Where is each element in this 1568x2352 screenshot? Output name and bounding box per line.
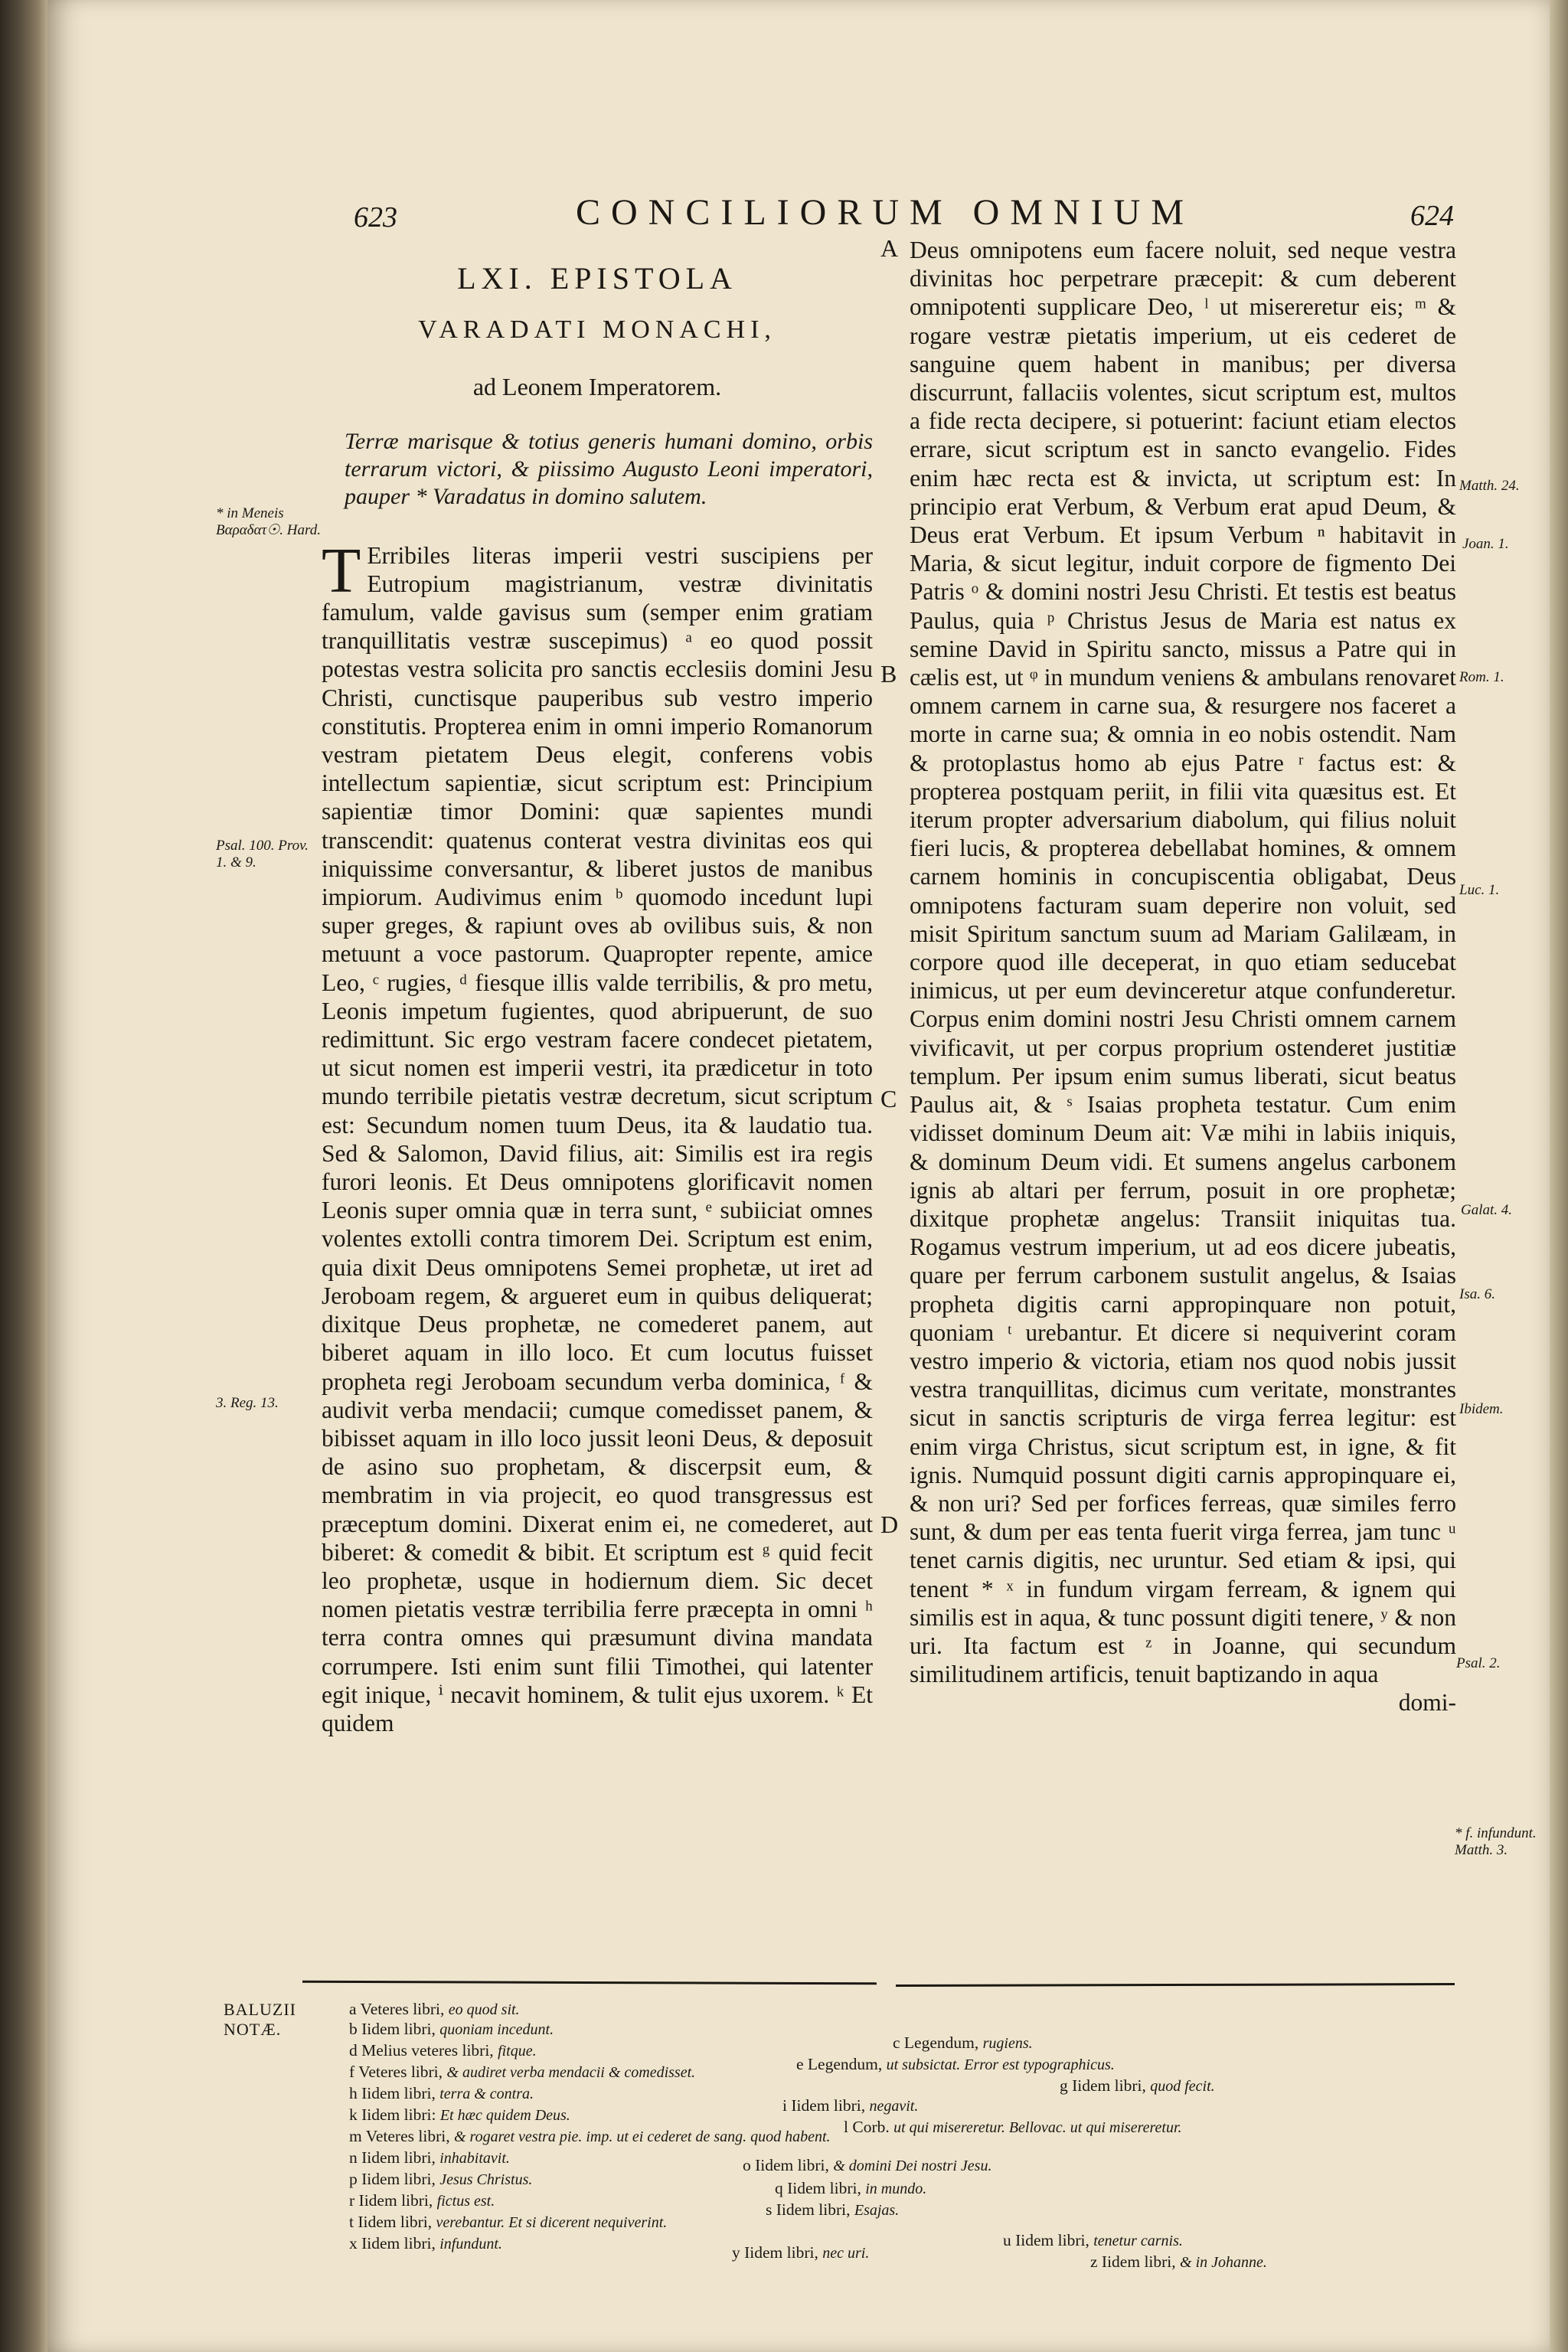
right-column bbox=[910, 236, 1456, 1717]
footnote-x: x Iidem libri, infundunt. bbox=[349, 2234, 502, 2252]
margin-note-meneis: * in Meneis Βαραδατ☉. Hard. bbox=[216, 505, 321, 538]
drop-cap: T bbox=[322, 534, 361, 606]
section-letter-c: C bbox=[880, 1085, 897, 1112]
margin-note-luc: Luc. 1. bbox=[1459, 882, 1500, 898]
footnote-i: i Iidem libri, negavit. bbox=[782, 2096, 919, 2115]
margin-note-matth: Matth. 24. bbox=[1459, 478, 1520, 494]
footnote-s: s Iidem libri, Esajas. bbox=[766, 2200, 900, 2219]
margin-note-isa: Isa. 6. bbox=[1459, 1286, 1495, 1302]
margin-note-galat: Galat. 4. bbox=[1461, 1202, 1513, 1218]
left-column bbox=[322, 261, 873, 1737]
footnote-g: g Iidem libri, quod fecit. bbox=[1060, 2076, 1215, 2095]
footnote-c: c Legendum, rugiens. bbox=[893, 2034, 1033, 2052]
footnote-n: n Iidem libri, inhabitavit. bbox=[349, 2148, 510, 2167]
footnote-o: o Iidem libri, & domini Dei nostri Jesu. bbox=[743, 2156, 992, 2174]
footnote-l: l Corb. ut qui misereretur. Bellovac. ut qui misereretur. bbox=[844, 2118, 1182, 2136]
footnote-h: h Iidem libri, terra & contra. bbox=[349, 2084, 534, 2102]
footnote-u: u Iidem libri, tenetur carnis. bbox=[1003, 2231, 1183, 2249]
catchword: domi- bbox=[1398, 1689, 1456, 1717]
footnote-f: f Veteres libri, & audiret verba mendacii & comedisset. bbox=[349, 2063, 696, 2081]
footnote-k: k Iidem libri: Et hæc quidem Deus. bbox=[349, 2105, 570, 2124]
footnote-d: d Melius veteres libri, fitque. bbox=[349, 2041, 537, 2060]
running-title: CONCILIORUM OMNIUM bbox=[576, 192, 1195, 233]
margin-note-infundunt: * f. infundunt. Matth. 3. bbox=[1455, 1825, 1537, 1858]
page-number-left: 623 bbox=[354, 201, 397, 234]
footnote-a: a Veteres libri, eo quod sit. bbox=[349, 2000, 520, 2018]
footnote-e: e Legendum, ut subsictat. Error est typographicus. bbox=[796, 2055, 1115, 2073]
page-number-right: 624 bbox=[1410, 200, 1454, 232]
notes-heading: BALUZII NOTÆ. bbox=[224, 2000, 296, 2039]
left-paragraph: Erribiles literas imperii vestri suscipiens per Eutropium magistrianum, vestræ divinitatis famulum, valde gavisus sum (semper enim gratiam tranquillitatis vestræ suscepimus) ᵃ eo quod possit potestas vestra solicita pro sanctis ecclesiis domini Jesu Christi, cunctisque pauperibus sub vestro imperio constitutis. Propterea enim in omni imperio Romanorum vestram pietatem Deus elegit, conferens vobis intellectum sapientiæ, sicut scriptum est: Principium sapientiæ timor Domini: quæ sapientes mundi transcendit: quatenus conterat vestra divinitas eos qui iniquissime conversantur, & liberet justos de manibus impiorum. Audivimus enim ᵇ quomodo incedunt lupi super greges, & rapiunt oves ab ovilibus suis, & non metuunt a voce pastorum. Quapropter repente, amice Leo, ᶜ rugies, ᵈ fiesque illis valde terribilis, & pro metu, Leonis impetum fugientes, quod abripuerunt, de suo redimittunt. Sic ergo vestram facere condecet pietatem, ut sicut nomen est imperii vestri, ita prædicetur in toto mundo terribile pietatis vestræ decretum, sicut scriptum est: Secundum nomen tuum Deus, ita & laudatio tua. Sed & Salomon, David filius, ait: Similis est ira regis furori leonis. Et Deus omnipotens glorificavit nomen Leonis super omnia quæ in terra sunt, ᵉ subiiciat omnes volentes extolli contra timorem Dei. Scriptum est enim, quia dixit Deus omnipotens Semei prophetæ, ut iret ad Jeroboam regem, & argueret eum in quibus deliquerat; dixitque Deus prophetæ, ne comederet panem, aut biberet aquam in illo loco. Et cum locutus fuisset propheta regi Jeroboam secundum verba dominica, ᶠ & audivit verba mendacii; cumque comedisset panem, & bibisset aquam in illo loco jussit leoni Deus, & deposuit de asino suo prophetam, & discerpsit eum, & membratim in via projecit, eo quod transgressus est præceptum domini. Dixerat enim ei, ne comederet, aut biberet: & comedit & bibit. Et scriptum est ᵍ quid fecit leo prophetæ, usque in hodiernum diem. Sic decet nomen pietatis vestræ terribilia ferre præcepta in omni ʰ terra contra omnes qui præsumunt divina mandata corrumpere. Isti enim sunt filii Timothei, qui latenter egit inique, ⁱ necavit hominem, & tulit ejus uxorem. ᵏ Et quidem bbox=[322, 541, 873, 1736]
margin-note-reg: 3. Reg. 13. bbox=[216, 1395, 279, 1411]
footnote-r: r Iidem libri, fictus est. bbox=[349, 2191, 495, 2210]
margin-note-rom: Rom. 1. bbox=[1459, 669, 1504, 685]
epistle-number: LXI. EPISTOLA bbox=[457, 261, 737, 296]
margin-note-joan: Joan. 1. bbox=[1462, 536, 1509, 552]
footnote-p: p Iidem libri, Jesus Christus. bbox=[349, 2170, 533, 2188]
footnote-m: m Veteres libri, & rogaret vestra pie. imp. ut ei cederet de sang. quod habent. bbox=[349, 2127, 831, 2145]
footnote-z: z Iidem libri, & in Johanne. bbox=[1090, 2252, 1267, 2271]
book-gutter bbox=[0, 0, 47, 2352]
footnote-y: y Iidem libri, nec uri. bbox=[732, 2243, 870, 2262]
epistle-author: VARADATI MONACHI, bbox=[418, 315, 776, 345]
footnote-b: b Iidem libri, quoniam incedunt. bbox=[349, 2020, 554, 2038]
body-text-left bbox=[322, 534, 873, 1738]
section-letter-b: B bbox=[880, 660, 897, 688]
section-letter-a: A bbox=[880, 234, 899, 262]
margin-note-psalm: Psal. 100. Prov. 1. & 9. bbox=[216, 838, 309, 871]
footnote-t: t Iidem libri, verebantur. Et si dicerent nequiverint. bbox=[349, 2213, 668, 2231]
page-edge bbox=[1550, 0, 1568, 2352]
epistle-recipient: ad Leonem Imperatorem. bbox=[472, 373, 722, 401]
right-paragraph: Deus omnipotens eum facere noluit, sed neque vestra divinitas hoc perpetrare præcepit: & cum deberent omnipotenti supplicare Deo, ˡ ut misereretur eis; ᵐ & rogare vestræ pietatis imperium, ut eis cederet de sanguine quem habent in manibus; per diversa discurrunt, fallaciis volentes, sicut scriptum est, multos a fide recta decipere, si potuerint: faciunt etiam electos errare, sicut scriptum est in sancto evangelio. Fides enim hæc recta est & invicta, ut scriptum est: In principio erat Verbum, & Verbum erat apud Deum, & Deus erat Verbum. Et ipsum Verbum ⁿ habitavit in Maria, & sicut legitur, induit corpore de figmento Dei Patris ᵒ & domini nostri Jesu Christi. Et testis est beatus Paulus, quia ᵖ Christus Jesus de Maria est natus ex semine David in Spiritu sancto, missus a Patre qui in cælis est, ut ᵠ in mundum veniens & ambulans renovaret omnem carnem in carne sua, & resurgere nos faceret a morte in carne sua; & omnia in eo nobis ostendit. Nam & protoplastus homo ab ejus Patre ʳ factus est: & propterea postquam periit, in filii vita quæsitus est. Et iterum propter adversarium diabolum, qui filius noluit fieri lucis, & propterea debellabat homines, & omnem carnem hominis in concupiscentia obligabat, Deus omnipotens facturam suam deperire non voluit, sed misit Spiritum sanctum suum ad Mariam Galilæam, in corpore quod ille deceperat, in quo etiam seducebat inimicus, ut per eum devinceretur atque confunderetur. Corpus enim domini nostri Jesu Christi omnem carnem vivificavit, ut per corpus proprium ostenderet justitiæ templum. Per ipsum enim sumus liberati, sicut beatus Paulus ait, & ˢ Isaias propheta testatur. Cum enim vidisset dominum Deum ait: Væ mihi in labiis iniquis, & dominum Deum vidi. Et sumens angelus carbonem ignis ab altari per ferrum, posuit in ore prophetæ; dixitque prophetæ angelus: Transiit iniquitas tua. Rogamus vestrum imperium, ut ad eos dicere jubeatis, quare per ferrum carbonem sustulit angelus, & Isaias propheta digitis carni appropinquare non potuit, quoniam ᵗ urebantur. Et dicere si nequiverint coram vestro imperio & victoria, etiam nos quod nobis jussit vestra tranquillitas, dicimus cum veritate, monstrantes sicut in sanctis scripturis de virga ferrea legitur: est enim virga Christus, sicut scriptum est, in igne, & fit ignis. Numquid possunt digiti carnis appropinquare ei, & non uri? Sed per forfices ferreas, quæ similes ferro sunt, & dum per eas tenta fuerit virga ferrea, jam tunc ᵘ tenet carnis digitis, nec uruntur. Sed etiam & ipsi, qui tenent * ˣ in fundum virgam ferream, & ignem qui similis est in aqua, & tunc possunt digiti tenere, ʸ & non uri. Ita factum est ᶻ in Joanne, qui secundum similitudinem artificis, tenuit baptizando in aqua bbox=[910, 237, 1456, 1688]
footnote-q: q Iidem libri, in mundo. bbox=[775, 2179, 927, 2197]
margin-note-psal: Psal. 2. bbox=[1456, 1655, 1501, 1671]
margin-note-ibidem: Ibidem. bbox=[1459, 1401, 1504, 1417]
section-letter-d: D bbox=[880, 1511, 899, 1538]
salutation: Terræ marisque & totius generis humani domino, orbis terrarum victori, & piissimo Augusto Leoni imperatori, pauper * Varadatus in domino salutem. bbox=[345, 428, 873, 509]
running-header bbox=[47, 191, 1550, 237]
